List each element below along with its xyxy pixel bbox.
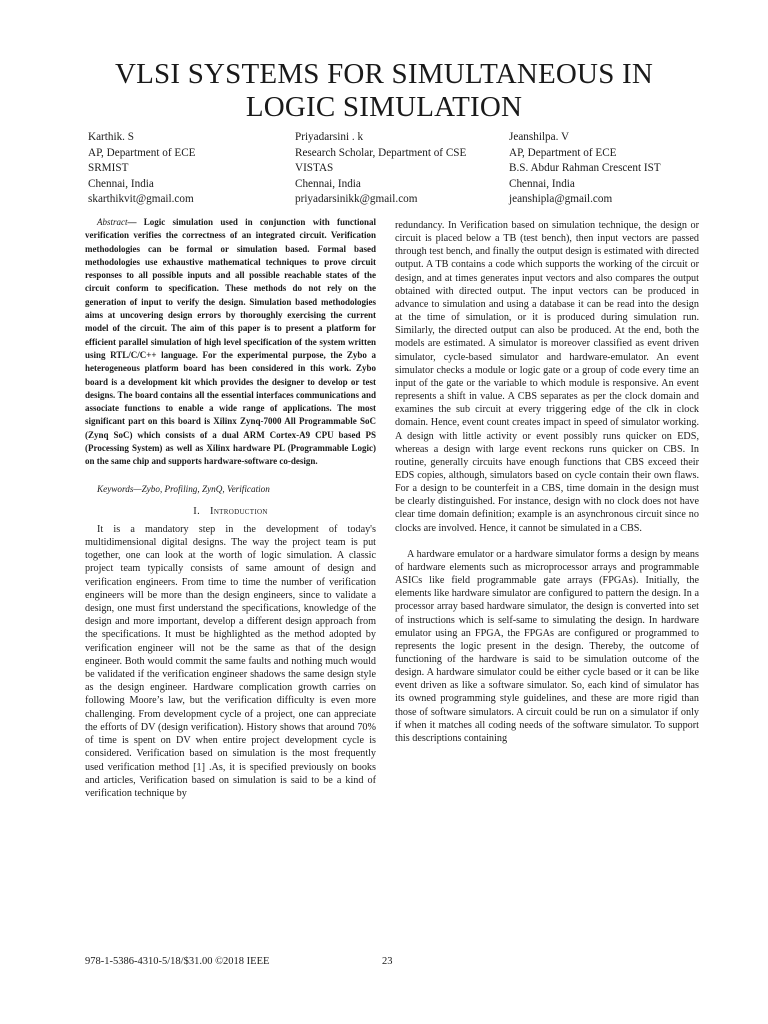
author-institution: B.S. Abdur Rahman Crescent IST xyxy=(509,162,661,174)
abstract-label: Abstract xyxy=(97,217,128,227)
author-affiliation: AP, Department of ECE xyxy=(509,146,617,159)
author-affiliation: Research Scholar, Department of CSE xyxy=(295,146,467,159)
title-line-1: VLSI SYSTEMS FOR SIMULTANEOUS IN xyxy=(115,58,653,90)
section-heading-introduction xyxy=(85,505,376,518)
right-paragraph-1: redundancy. In Verification based on simulation technique, the design or circuit is placed below a TB (test bench), then input vectors are passed through test bench, and finally the output design is estimated with directed output. A TB contains a code which supports the working of the circuit or design, and at times generates input vectors and also compares the output obtained with directed output. The input vectors can be produced in advance to simulation and using a database it can be read into the design at the time of simulation, or it is produced during simulation run. Similarly, the directed output can also be produced. At the end, both the models are estimated. A simulator is moreover classified as event driven simulator, cycle-based simulator and hardware-emulator. An event simulator checks a module or logic gate or a group of code every time an input of the gate or the variable to which module is responsive. An event represents a shift in value. A CBS separates as per the clock domain and examines the sub circuit at every triggering edge of the clk in clock domain. Hence, event count creates impact in speed of simulator working. A design with little activity or event possibly runs quicker on EDS, whereas a design with large event reckons runs quicker on CBS. In routine, generally circuits have enough functions that CBS exceed their EDS copies, although, simulators based on cycle contain their own flaws. For a design to be counterfeit in a CBS, time domain in the design must be clearly distinguished. For instance, design with no clock does not have clear time domain definition; example is an asynchronous circuit since no clocks are involved. Hence, it cannot be simulated in a CBS. xyxy=(395,220,699,534)
author-name: Jeanshilpa. V xyxy=(509,131,570,143)
author-institution: VISTAS xyxy=(295,162,334,174)
author-location: Chennai, India xyxy=(295,177,361,190)
abstract-text: Logic simulation used in conjunction with functional verification verifies the correctness of an integrated circuit. Verification methodologies can be formal or simulation based. Formal based methodologies use exhaustive mathematical techniques to prove circuit responses to all possible inputs and all possible reachable states of the circuit conform to specification. These methods do not rely on the generation of input to verify the design. Simulation based methodologies aims at uncovering design errors by thoroughly exercising the current model of the circuit. The aim of this paper is to present a platform for efficient parallel simulation of high level specification of the system written using RTL/C/C++ language. For the experimental purpose, the Zybo a heterogeneous platform board has been considered in this work. Zybo board is a development kit which provides the designer to develop or test designs. The board contains all the essential interfaces communications and associate functions to enable a wide range of applications. The most significant part on this board is Xilinx Zynq-7000 All Programmable SoC (Zynq SoC) which consists of a dual ARM Cortex-A9 CPU based PS (Processing System) as well as Xilinx hardware PL (Programmable Logic) on the same chip and supports hardware-software co-design. xyxy=(85,217,376,467)
right-column xyxy=(395,219,699,745)
intro-paragraph: It is a mandatory step in the development of today's multidimensional digital designs. The way the project team is put together, one can look at the worth of logic simulation. A classic project team typically consists of same amount of design and verification engineers. From time to time the number of verification engineers will be more than the design engineers, since to validate a design, one must first understand the specifications, knowledge of the design and more important, develop a different design approach from the specifications. It must be highlighted as the method adopted by verification engineer will not be the same as that of the design engineer. Both would commit the same faults and nothing much would be validated if the verification engineer shadows the same design style as the design engineer. Hardware complication growth carries on following Moore’s law, but the verification difficulty is even more challenging. From development cycle of a project, one can appreciate the efforts of DV (design verification). History shows that around 70% of time is spent on DV when entire project development cycle is considered. Verification based on simulation is the most frequently used verification method [1] .As, it is specified previously on books and articles, Verification based on simulation is said to be a kind of verification technique by xyxy=(85,523,376,799)
author-3 xyxy=(509,130,661,208)
author-email: jeanshipla@gmail.com xyxy=(509,193,613,205)
page-number: 23 xyxy=(382,956,393,967)
author-name: Karthik. S xyxy=(88,131,134,143)
author-institution: SRMIST xyxy=(88,162,129,174)
footer-isbn: 978-1-5386-4310-5/18/$31.00 ©2018 IEEE xyxy=(85,956,270,967)
abstract xyxy=(85,216,376,469)
author-email: priyadarsinikk@gmail.com xyxy=(295,193,418,205)
author-email: skarthikvit@gmail.com xyxy=(88,193,194,205)
title-line-2: LOGIC SIMULATION xyxy=(245,91,523,123)
author-location: Chennai, India xyxy=(509,177,575,190)
author-location: Chennai, India xyxy=(88,177,154,190)
section-title: Introduction xyxy=(210,505,268,517)
author-2 xyxy=(295,130,466,208)
author-name: Priyadarsini . k xyxy=(295,131,364,143)
author-1 xyxy=(88,130,196,208)
left-column xyxy=(85,216,376,800)
abstract-dash: — xyxy=(127,217,144,227)
paper-title xyxy=(60,58,708,124)
author-block xyxy=(88,130,708,210)
keywords: Keywords—Zybo, Profiling, ZynQ, Verification xyxy=(97,483,270,494)
author-affiliation: AP, Department of ECE xyxy=(88,146,196,159)
right-paragraph-2: A hardware emulator or a hardware simulator forms a design by means of hardware elements such as microprocessor arrays and programmable ASICs like field programmable gate arrays (FPGAs). Initially, the elements like hardware simulator are configured to pattern the design. In a processor array based hardware simulator, the design is converted into set of instructions which is self-same to simulating the design. In hardware emulator using an FPGA, the FPGAs are configured or programmed to represents the logic present in the design. Thereby, the outcome of functioning of the hardware is said to be simulation outcome of the design. A hardware simulator could be either cycle based or it can be like event driven as like a software simulator. So, each kind of simulator has its owned programming style guidelines, and these are more rigid than those of software simulators. A circuit could be run on a simulator if only if when it matches all coding needs of the software simulator. To support this descriptions containing xyxy=(395,548,699,744)
section-number: I. xyxy=(193,505,201,517)
